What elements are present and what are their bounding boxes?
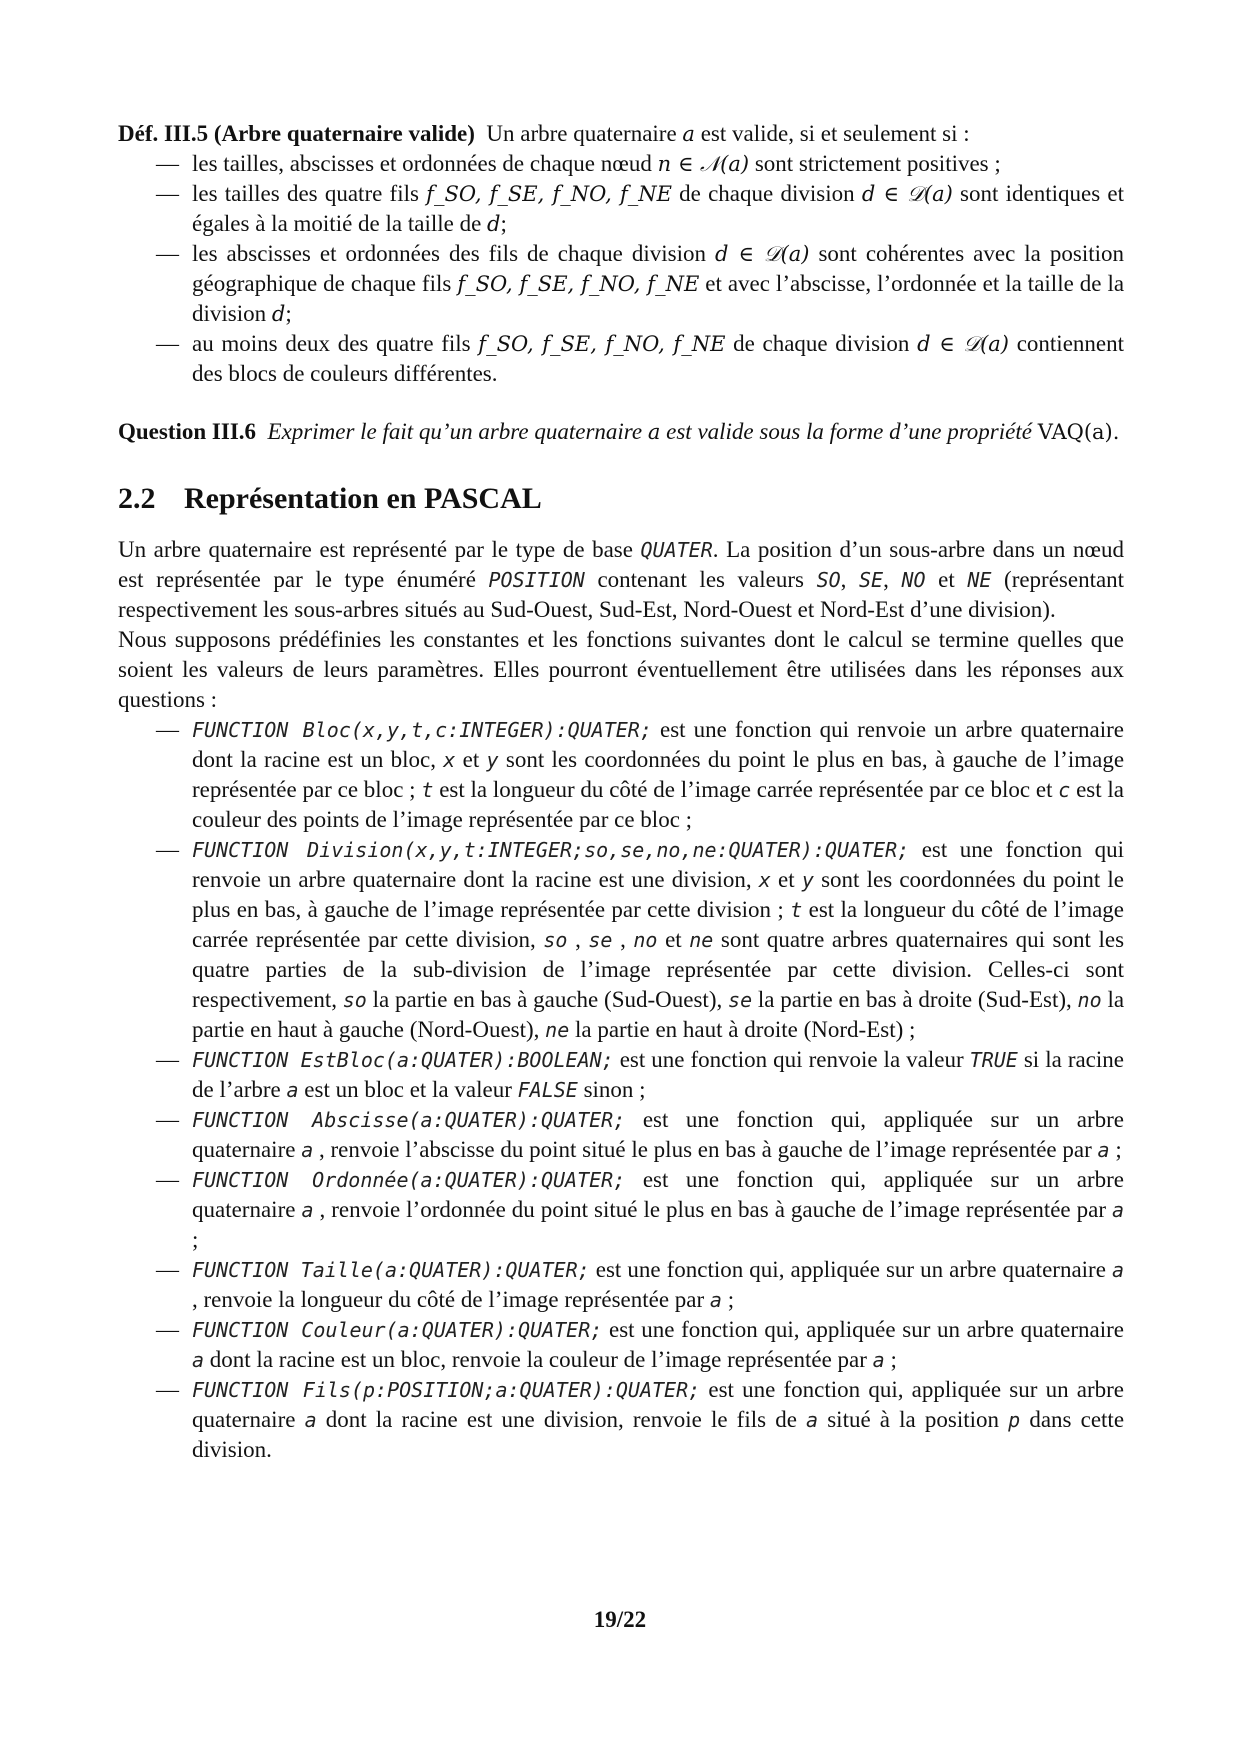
paragraph-types: Un arbre quaternaire est représenté par le type de base QUATER. La position d’un sous-arbre dans un nœud est représentée par le type énuméré POSITION contenant les valeurs SO, SE, NO et NE (représentant respectivement les sous-arbres situés au Sud-Ouest, Sud-Est, Nord-Ouest et Nord-Est d’une division). bbox=[118, 537, 1125, 622]
function-item: — FUNCTION Abscisse(a:QUATER):QUATER; est une fonction qui, appliquée sur un arbre quaternaire a , renvoie l’abscisse du point situé le plus en bas à gauche de l’image représentée par a ; bbox=[156, 1107, 1125, 1162]
code-identifier: t bbox=[421, 778, 434, 802]
code-identifier: ne bbox=[689, 928, 714, 952]
function-text: dans cette division. bbox=[192, 1407, 1125, 1462]
function-text: la partie en bas à droite (Sud-Est), bbox=[757, 987, 1072, 1012]
code-identifier: a bbox=[192, 1348, 205, 1372]
function-text: sont les coordonnées du point le plus en bas, à gauche de l’image représentée par ce bloc ; bbox=[192, 747, 1125, 802]
function-text: , renvoie la longueur du côté de l’image représentée par bbox=[192, 1287, 705, 1312]
function-text: est une fonction qui, appliquée sur un arbre quaternaire bbox=[192, 1167, 1125, 1222]
function-text: dont la racine est un bloc, renvoie la couleur de l’image représentée par bbox=[209, 1347, 867, 1372]
function-text: est une fonction qui, appliquée sur un arbre quaternaire bbox=[192, 1107, 1125, 1162]
function-signature: FUNCTION Fils(p:POSITION;a:QUATER):QUATER; bbox=[192, 1378, 701, 1402]
code-identifier: so bbox=[543, 928, 568, 952]
code-identifier: no bbox=[1077, 988, 1102, 1012]
function-text: la partie en haut à droite (Nord-Est) ; bbox=[575, 1017, 916, 1042]
code-identifier: a bbox=[301, 1138, 314, 1162]
code-identifier: t bbox=[790, 898, 803, 922]
function-text: et bbox=[665, 927, 682, 952]
code-identifier: y bbox=[486, 748, 499, 772]
function-text: est une fonction qui, appliquée sur un arbre quaternaire bbox=[608, 1317, 1125, 1342]
code-identifier: FALSE bbox=[517, 1078, 578, 1102]
function-text: ; bbox=[1115, 1137, 1122, 1162]
code-identifier: y bbox=[801, 868, 814, 892]
code-identifier: p bbox=[1008, 1408, 1021, 1432]
function-text: sont quatre arbres quaternaires qui sont les quatre parties de la sub-division de l’image représentée par cette division. Celles-ci sont respectivement, bbox=[192, 927, 1125, 1012]
function-text: et bbox=[462, 747, 480, 772]
function-text: et bbox=[778, 867, 795, 892]
function-text: dont la racine est une division, renvoie le fils de bbox=[325, 1407, 797, 1432]
code-identifier: ne bbox=[545, 1018, 570, 1042]
function-signature: FUNCTION Division(x,y,t:INTEGER;so,se,no,ne:QUATER):QUATER; bbox=[192, 838, 910, 862]
function-text: ; bbox=[890, 1347, 897, 1372]
page-content bbox=[118, 119, 1124, 1465]
code-identifier: a bbox=[806, 1408, 819, 1432]
function-item: — FUNCTION Bloc(x,y,t,c:INTEGER):QUATER; est une fonction qui renvoie un arbre quaternaire dont la racine est un bloc, x et y sont les coordonnées du point le plus en bas, à gauche de l’image représentée par ce bloc ; t est la longueur du côté de l’image carrée représentée par ce bloc et c est la couleur des points de l’image représentée par ce bloc ; bbox=[156, 717, 1125, 832]
code-identifier: a bbox=[304, 1408, 317, 1432]
function-text: la partie en bas à gauche (Sud-Ouest), bbox=[372, 987, 723, 1012]
function-text: est la couleur des points de l’image représentée par ce bloc ; bbox=[192, 777, 1125, 832]
function-text: est une fonction qui, appliquée sur un arbre quaternaire bbox=[595, 1257, 1106, 1282]
definition-label: Déf. III.5 (Arbre quaternaire valide) bbox=[118, 121, 475, 146]
code-identifier: a bbox=[286, 1078, 299, 1102]
functions-list bbox=[118, 715, 1124, 1465]
function-signature: FUNCTION Ordonnée(a:QUATER):QUATER; bbox=[192, 1168, 626, 1192]
function-text: est un bloc et la valeur bbox=[304, 1077, 512, 1102]
list-item: — les tailles des quatre fils f_SO, f_SE, f_NO, f_NE de chaque division d ∈ 𝒟(a) sont identiques et égales à la moitié de la taille de d; bbox=[156, 181, 1124, 236]
definition-intro: Déf. III.5 (Arbre quaternaire valide) Un arbre quaternaire a est valide, si et seulement si : bbox=[118, 121, 970, 146]
code-identifier: se bbox=[728, 988, 753, 1012]
code-identifier: a bbox=[872, 1348, 885, 1372]
code-identifier: a bbox=[709, 1288, 722, 1312]
code-identifier: no bbox=[633, 928, 658, 952]
function-text: est la longueur du côté de l’image carrée représentée par ce bloc et bbox=[439, 777, 1053, 802]
function-item: — FUNCTION Fils(p:POSITION;a:QUATER):QUATER; est une fonction qui, appliquée sur un arbre quaternaire a dont la racine est une division, renvoie le fils de a situé à la position p dans cette division. bbox=[156, 1377, 1125, 1462]
list-item: — les abscisses et ordonnées des fils de chaque division d ∈ 𝒟(a) sont cohérentes avec la position géographique de chaque fils f_SO, f_SE, f_NO, f_NE et avec l’abscisse, l’ordonnée et la taille de la division d; bbox=[156, 241, 1125, 326]
code-identifier: x bbox=[443, 748, 456, 772]
definition-list bbox=[118, 149, 1124, 389]
function-text: la partie en haut à gauche (Nord-Ouest), bbox=[192, 987, 1125, 1042]
function-text: situé à la position bbox=[827, 1407, 999, 1432]
code-identifier: a bbox=[1111, 1258, 1125, 1282]
function-text: , renvoie l’abscisse du point situé le plus en bas à gauche de l’image représentée par bbox=[318, 1137, 1092, 1162]
function-text: , bbox=[575, 927, 581, 952]
function-text: est une fonction qui renvoie la valeur bbox=[619, 1047, 964, 1072]
function-text: ; bbox=[727, 1287, 735, 1312]
function-text: si la racine de l’arbre bbox=[192, 1047, 1124, 1102]
function-text: est une fonction qui renvoie un arbre quaternaire dont la racine est un bloc, bbox=[192, 717, 1125, 772]
function-text: sont les coordonnées du point le plus en bas, à gauche de l’image représentée par cette division ; bbox=[192, 867, 1124, 922]
function-text: , bbox=[620, 927, 626, 952]
function-item: — FUNCTION Couleur(a:QUATER):QUATER; est une fonction qui, appliquée sur un arbre quaternaire a dont la racine est un bloc, renvoie la couleur de l’image représentée par a ; bbox=[156, 1317, 1125, 1372]
code-identifier: a bbox=[1112, 1198, 1125, 1222]
paragraph-functions-intro: Nous supposons prédéfinies les constantes et les fonctions suivantes dont le calcul se termine quelles que soient les valeurs de leurs paramètres. Elles pourront éventuellement être utilisées dans les réponses aux questions : bbox=[118, 627, 1124, 712]
function-signature: FUNCTION EstBloc(a:QUATER):BOOLEAN; bbox=[192, 1048, 614, 1072]
function-text: est la longueur du côté de l’image carrée représentée par cette division, bbox=[192, 897, 1125, 952]
section-number: 2.2 bbox=[118, 482, 156, 515]
code-identifier: a bbox=[1097, 1138, 1110, 1162]
section-title: Représentation en PASCAL bbox=[184, 482, 542, 515]
function-item: — FUNCTION Taille(a:QUATER):QUATER; est une fonction qui, appliquée sur un arbre quaternaire a , renvoie la longueur du côté de l’image représentée par a ; bbox=[156, 1257, 1125, 1312]
code-identifier: se bbox=[588, 928, 613, 952]
function-text: ; bbox=[192, 1227, 199, 1252]
code-identifier: so bbox=[342, 988, 367, 1012]
section-heading bbox=[118, 481, 1124, 517]
list-item: — les tailles, abscisses et ordonnées de chaque nœud n ∈ 𝒩(a) sont strictement positives ; bbox=[156, 151, 1001, 176]
function-signature: FUNCTION Couleur(a:QUATER):QUATER; bbox=[192, 1318, 603, 1342]
function-signature: FUNCTION Taille(a:QUATER):QUATER; bbox=[192, 1258, 590, 1282]
question-label: Question III.6 bbox=[118, 419, 257, 444]
function-item: — FUNCTION Ordonnée(a:QUATER):QUATER; est une fonction qui, appliquée sur un arbre quaternaire a , renvoie l’ordonnée du point situé le plus en bas à gauche de l’image représentée par a ; bbox=[156, 1167, 1125, 1252]
list-item: — au moins deux des quatre fils f_SO, f_SE, f_NO, f_NE de chaque division d ∈ 𝒟(a) contiennent des blocs de couleurs différentes. bbox=[156, 331, 1124, 386]
function-text: est une fonction qui, appliquée sur un arbre quaternaire bbox=[192, 1377, 1125, 1432]
question: Question III.6 Exprimer le fait qu’un arbre quaternaire a est valide sous la forme d’une propriété VAQ(a). bbox=[118, 419, 1120, 444]
function-signature: FUNCTION Abscisse(a:QUATER):QUATER; bbox=[192, 1108, 626, 1132]
code-identifier: x bbox=[758, 868, 771, 892]
function-text: sinon ; bbox=[583, 1077, 646, 1102]
function-item: — FUNCTION Division(x,y,t:INTEGER;so,se,no,ne:QUATER):QUATER; est une fonction qui renvoie un arbre quaternaire dont la racine est une division, x et y sont les coordonnées du point le plus en bas, à gauche de l’image représentée par cette division ; t est la longueur du côté de l’image carrée représentée par cette division, so , se , no et ne sont quatre arbres quaternaires qui sont les quatre parties de la sub-division de l’image représentée par cette division. Celles-ci sont respectivement, so la partie en bas à gauche (Sud-Ouest), se la partie en bas à droite (Sud-Est), no la partie en haut à gauche (Nord-Ouest), ne la partie en haut à droite (Nord-Est) ; bbox=[156, 837, 1125, 1042]
page-number: 19/22 bbox=[593, 1607, 647, 1632]
code-identifier: TRUE bbox=[969, 1048, 1018, 1072]
function-text: est une fonction qui renvoie un arbre quaternaire dont la racine est une division, bbox=[192, 837, 1125, 892]
function-signature: FUNCTION Bloc(x,y,t,c:INTEGER):QUATER; bbox=[192, 718, 652, 742]
code-identifier: a bbox=[301, 1198, 314, 1222]
code-identifier: c bbox=[1058, 778, 1071, 802]
function-item: — FUNCTION EstBloc(a:QUATER):BOOLEAN; est une fonction qui renvoie la valeur TRUE si la racine de l’arbre a est un bloc et la valeur FALSE sinon ; bbox=[156, 1047, 1124, 1102]
function-text: , renvoie l’ordonnée du point situé le plus en bas à gauche de l’image représentée par bbox=[319, 1197, 1106, 1222]
